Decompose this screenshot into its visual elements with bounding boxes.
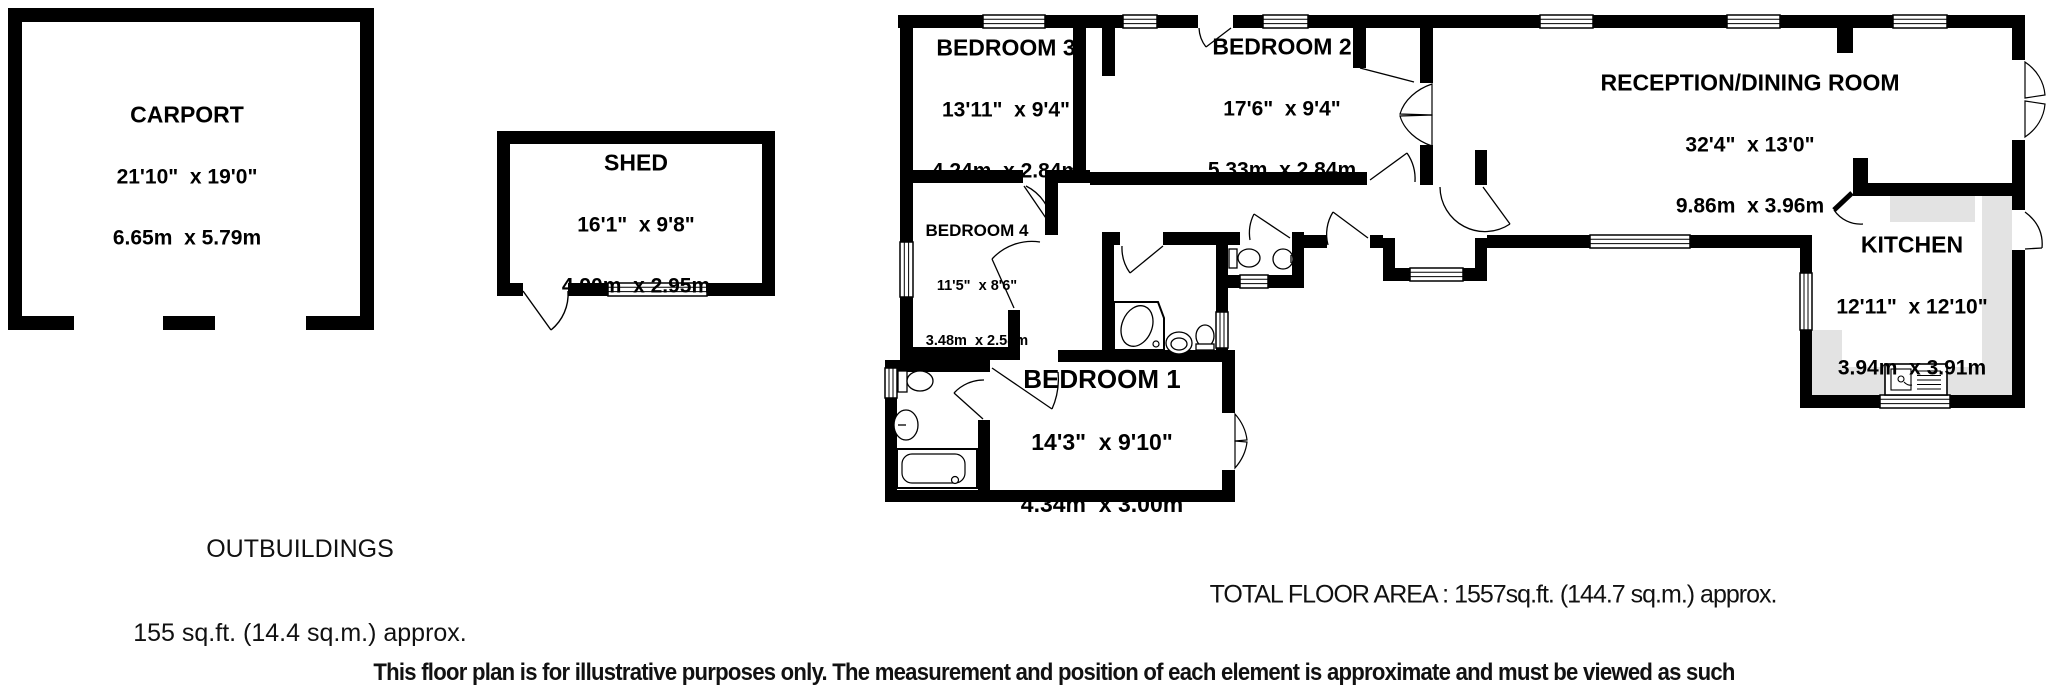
ensuite-toilet (898, 371, 933, 392)
disclaimer-text: This floor plan is for illustrative purposes only. The measurement and position of each element is approximate and must be viewed as such (373, 659, 1735, 686)
ensuite-shower (897, 449, 977, 488)
room-label-bedroom4 (926, 185, 1029, 369)
room-name: BEDROOM 4 (925, 221, 1029, 240)
room-dims-metric: 4.90m x 2.95m (561, 274, 711, 298)
wc-window (1240, 275, 1268, 288)
room-label-bedroom3 (932, 0, 1080, 202)
bathroom-window (1216, 312, 1228, 348)
reception-right-wall (2012, 28, 2025, 187)
ensuite-sink (894, 410, 918, 440)
room-label-bedroom1 (1021, 329, 1183, 535)
room-dims-imperial: 32'4" x 13'0" (1685, 133, 1815, 157)
room-name: BEDROOM 3 (936, 34, 1076, 61)
room-dims-metric: 4.24m x 2.84m (931, 159, 1081, 183)
hall-inner-door (1327, 212, 1368, 245)
room-dims-imperial: 21'10" x 19'0" (116, 165, 258, 189)
front-door (1410, 268, 1463, 281)
kitchen-left-window (1800, 273, 1812, 330)
bedroom4-window (900, 242, 913, 297)
room-dims-imperial: 16'1" x 9'8" (577, 213, 695, 237)
reception-bottom-window (1590, 235, 1690, 248)
room-label-carport (113, 66, 261, 269)
bathroom-toilet (1196, 325, 1214, 350)
outbuildings-title: OUTBUILDINGS (206, 535, 394, 563)
room-label-shed (562, 114, 710, 317)
reception-french-doors (2025, 62, 2045, 137)
ensuite-window (885, 368, 897, 398)
bathroom-door (1122, 246, 1163, 273)
room-label-kitchen (1836, 196, 1987, 399)
house-left-wall (900, 15, 913, 360)
room-dims-imperial: 17'6" x 9'4" (1223, 97, 1341, 121)
room-dims-imperial: 11'5" x 8'6" (936, 278, 1018, 294)
wc-sink (1273, 249, 1293, 269)
outbuildings-note (133, 479, 467, 675)
ensuite-door (954, 380, 984, 419)
room-dims-metric: 3.48m x 2.58m (925, 333, 1029, 349)
room-name: BEDROOM 2 (1212, 33, 1352, 60)
bedroom1-opening (1235, 414, 1247, 468)
room-name: CARPORT (130, 101, 244, 128)
hall-walls (1303, 235, 1802, 281)
room-dims-metric: 3.94m x 3.91m (1837, 356, 1987, 380)
room-dims-metric: 4.34m x 3.00m (1020, 491, 1184, 517)
room-dims-imperial: 12'11" x 12'10" (1836, 295, 1988, 319)
wc-toilet (1229, 249, 1260, 268)
wc-door (1249, 214, 1290, 240)
room-name: RECEPTION/DINING ROOM (1600, 69, 1900, 96)
room-dims-metric: 5.33m x 2.84m (1207, 158, 1357, 182)
hall-reception-door (1370, 153, 1510, 232)
room-name: KITCHEN (1860, 231, 1964, 258)
room-dims-imperial: 14'3" x 9'10" (1031, 429, 1173, 455)
hall-door-jamb (1475, 150, 1487, 185)
kitchen-exterior-door (2025, 212, 2042, 249)
room-name: BEDROOM 1 (1023, 364, 1181, 394)
room-dims-imperial: 13'11" x 9'4" (942, 98, 1070, 122)
room-dims-metric: 6.65m x 5.79m (112, 226, 262, 250)
room-name: SHED (604, 149, 668, 176)
room-label-bedroom2 (1208, 0, 1356, 201)
room-dims-metric: 9.86m x 3.96m (1675, 194, 1825, 218)
total-floor-area: TOTAL FLOOR AREA : 1557sq.ft. (144.7 sq.m.) approx. (1209, 580, 1777, 609)
outbuildings-area: 155 sq.ft. (14.4 sq.m.) approx. (133, 619, 467, 647)
